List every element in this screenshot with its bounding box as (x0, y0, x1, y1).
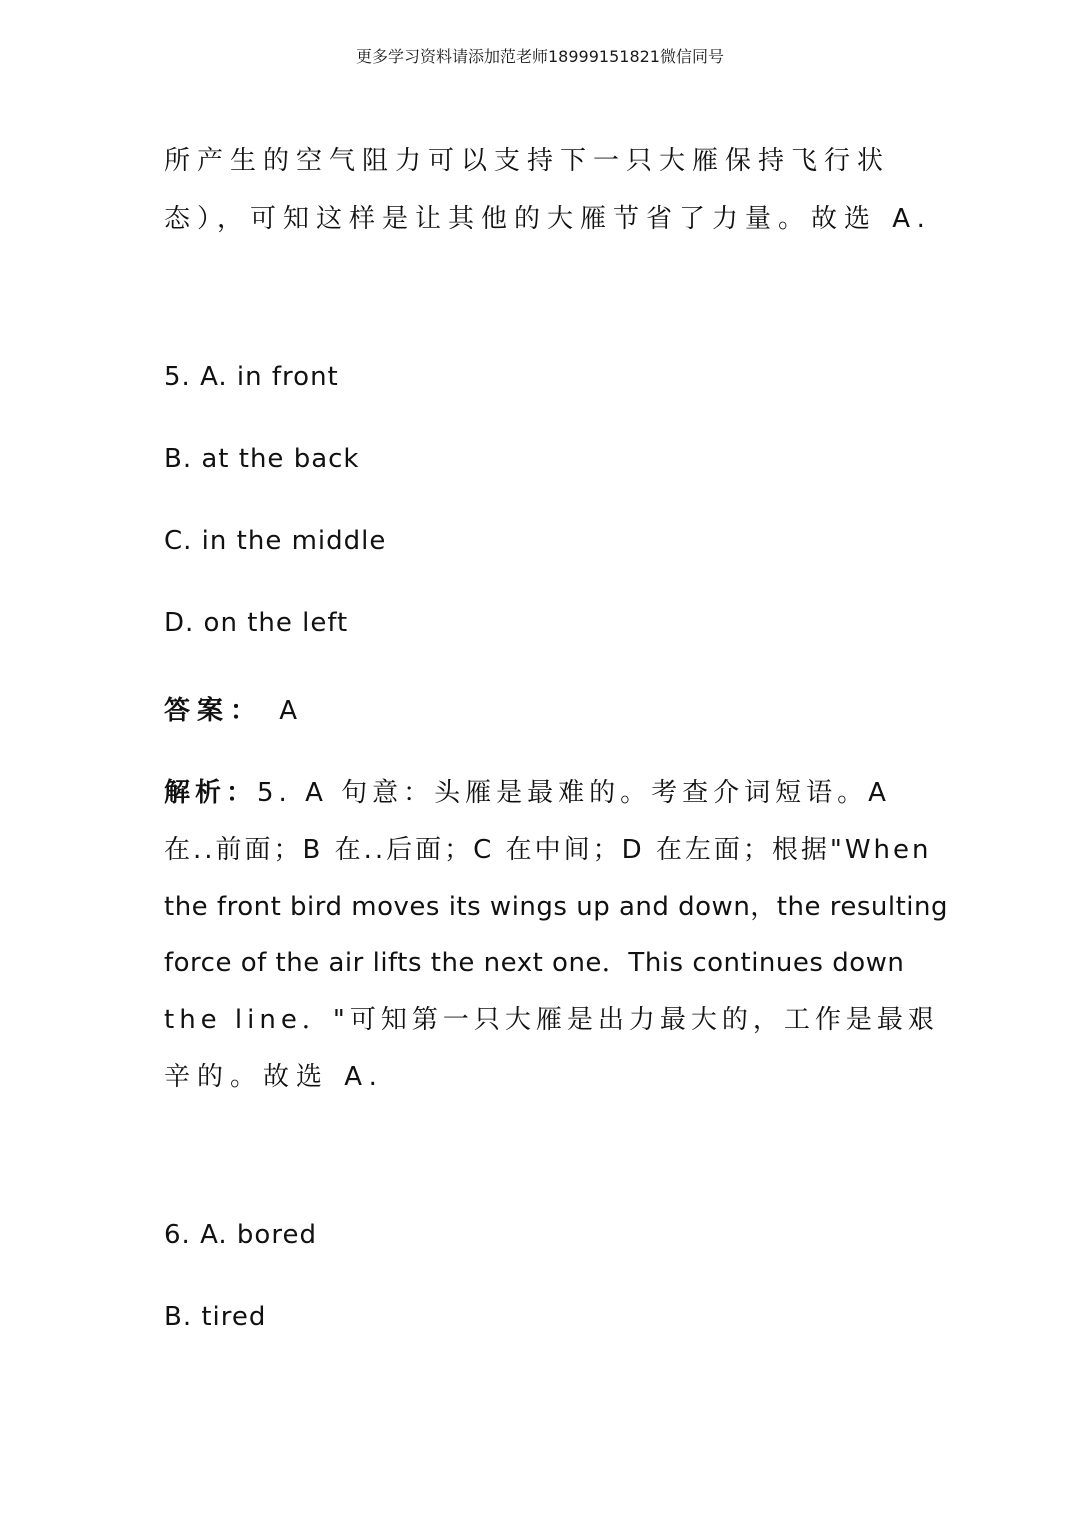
analysis-line: the front bird moves its wings up and down，the resulting (164, 892, 948, 922)
question-5-option-b: B. at the back (164, 444, 360, 474)
answer-value: A (279, 696, 299, 726)
explanation-line: 所产生的空气阻力可以支持下一只大雁保持飞行状 (164, 146, 891, 176)
analysis-line: force of the air lifts the next one．This continues down (164, 948, 905, 978)
answer-label: 答案： (164, 696, 264, 726)
analysis-row (164, 772, 891, 809)
question-5-option-d: D. on the left (164, 608, 349, 638)
question-6-option-b: B. tired (164, 1302, 267, 1332)
question-5-option-c: C. in the middle (164, 526, 387, 556)
question-5-option-a: 5. A. in front (164, 362, 339, 392)
analysis-line: 辛的。故选 A. (164, 1062, 384, 1092)
analysis-line: 在..前面；B 在..后面；C 在中间；D 在左面；根据"When (164, 835, 932, 865)
page-header: 更多学习资料请添加范老师18999151821微信同号 (356, 47, 724, 66)
answer-row (164, 690, 298, 727)
analysis-label: 解析： (164, 778, 258, 808)
question-6-option-a: 6. A. bored (164, 1220, 317, 1250)
analysis-text: 5. A 句意：头雁是最难的。考查介词短语。A (257, 778, 891, 808)
explanation-line: 态），可知这样是让其他的大雁节省了力量。故选 A. (164, 204, 932, 234)
analysis-line: the line．"可知第一只大雁是出力最大的，工作是最艰 (164, 1005, 939, 1035)
